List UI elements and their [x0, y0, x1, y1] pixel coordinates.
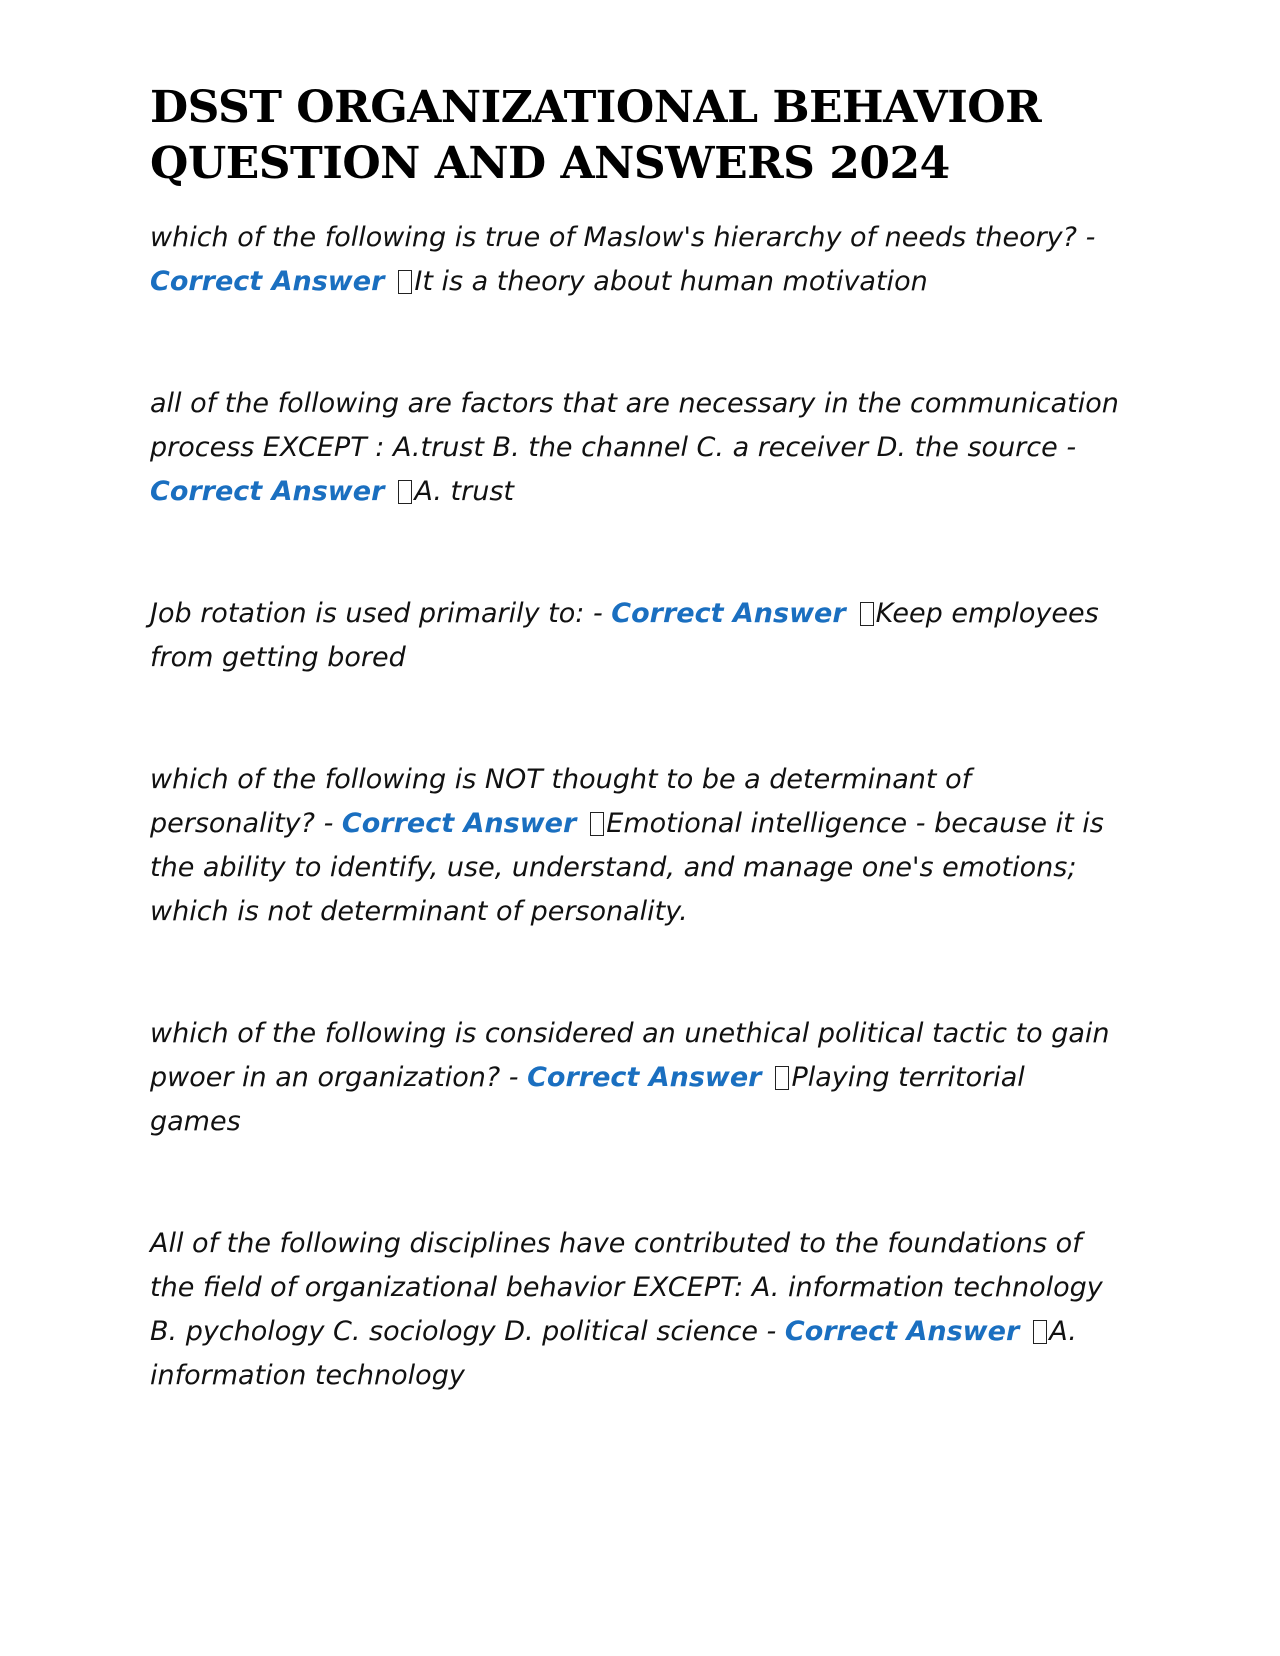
document-page — [150, 80, 1120, 1476]
checkbox-icon — [860, 602, 874, 626]
answer-text: It is a theory about human motivation — [414, 266, 928, 297]
qa-item-4 — [150, 758, 1120, 934]
question-text: which of the following is considered an unethical political tactic to gain pwoer in an organization? - — [150, 1018, 1110, 1093]
answer-text: Emotional intelligence - because it is the ability to identify, use, understand, and manage one's emotions; which is not determinant of personality. — [150, 808, 1104, 927]
correct-answer-label: Correct Answer — [611, 598, 846, 629]
checkbox-icon — [775, 1066, 789, 1090]
correct-answer-label: Correct Answer — [341, 808, 577, 839]
document-title: DSST ORGANIZATIONAL BEHAVIOR QUESTION AND ANSWERS 2024 — [150, 82, 1042, 189]
question-text: all of the following are factors that are necessary in the communication process EXCEPT : A.trust B. the channel C. a receiver D. the source - — [150, 388, 1119, 463]
answer-text: Keep employees from getting bored — [150, 598, 1099, 673]
checkbox-icon — [1033, 1320, 1047, 1344]
correct-answer-label: Correct Answer — [150, 266, 385, 297]
answer-text: A. trust — [414, 476, 514, 507]
question-text: which of the following is NOT thought to be a determinant of personality? - — [150, 764, 972, 839]
question-text: Job rotation is used primarily to: - — [150, 598, 612, 629]
checkbox-icon — [398, 270, 412, 294]
qa-item-5 — [150, 1012, 1120, 1144]
qa-item-3 — [150, 592, 1120, 680]
correct-answer-label: Correct Answer — [150, 476, 385, 507]
question-text: which of the following is true of Maslow's hierarchy of needs theory? - — [150, 222, 1096, 253]
correct-answer-label: Correct Answer — [784, 1316, 1020, 1347]
qa-item-6 — [150, 1222, 1120, 1398]
question-text: All of the following disciplines have contributed to the foundations of the field of organizational behavior EXCEPT: A. information technology B. pychology C. sociology D. political science - — [150, 1228, 1103, 1347]
qa-item-1 — [150, 216, 1120, 304]
answer-text: Playing territorial games — [150, 1062, 1025, 1137]
checkbox-icon — [590, 812, 604, 836]
qa-item-2 — [150, 382, 1120, 514]
checkbox-icon — [398, 480, 412, 504]
answer-text: A. information technology — [150, 1316, 1077, 1391]
correct-answer-label: Correct Answer — [527, 1062, 762, 1093]
